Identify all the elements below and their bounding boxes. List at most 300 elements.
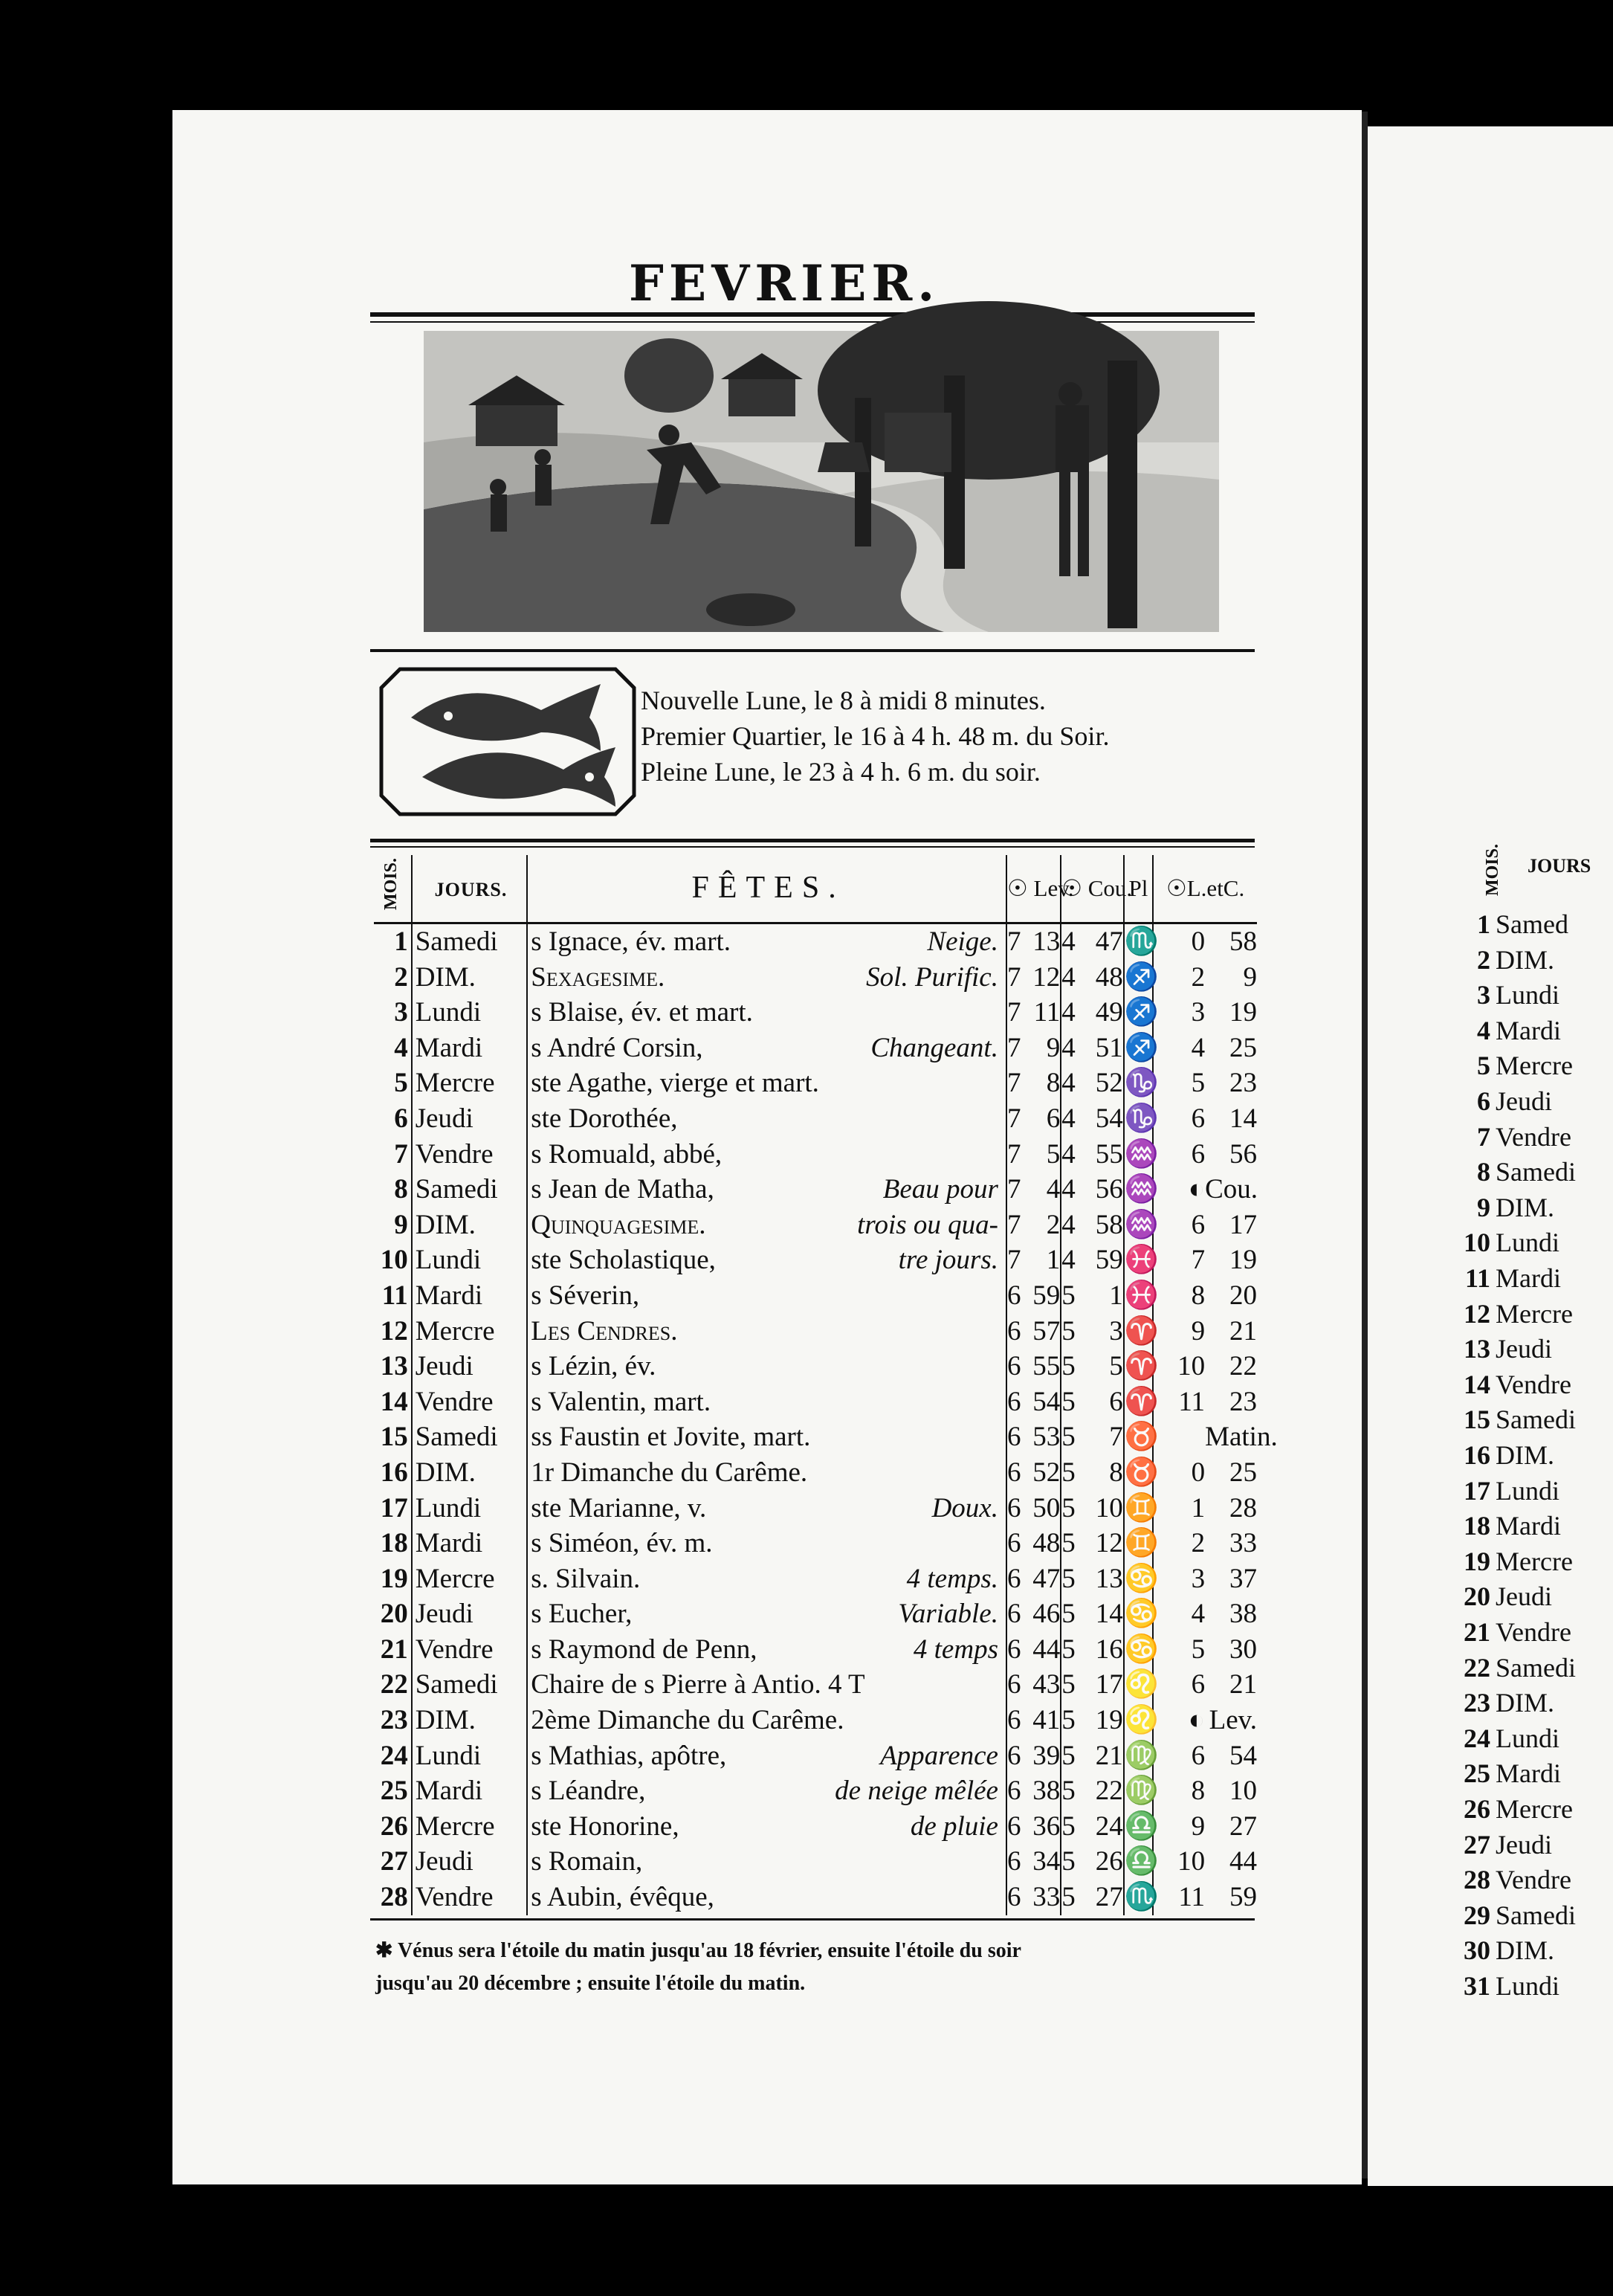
sunrise-hour: 7 bbox=[1006, 1138, 1021, 1170]
zodiac-sign: ♑ bbox=[1124, 1101, 1153, 1137]
feast-text: Les Cendres. bbox=[531, 1315, 678, 1347]
sunrise-min: 1 bbox=[1032, 1242, 1061, 1278]
facing-day-number: 8 bbox=[1477, 1157, 1490, 1187]
feast-text: s Ignace, év. mart. bbox=[531, 926, 731, 957]
sunrise-hour: 6 bbox=[1006, 1492, 1021, 1523]
facing-day-name: Mercre bbox=[1496, 1546, 1573, 1576]
moon-min: 59 bbox=[1229, 1882, 1257, 1913]
weather-note: Sol. Purific. bbox=[866, 961, 998, 993]
feast bbox=[527, 1880, 1006, 1915]
footnote bbox=[375, 1935, 1267, 2000]
sunrise-min: 4 bbox=[1032, 1172, 1061, 1207]
sunset-hour: 5 bbox=[1061, 1280, 1076, 1311]
sunrise-min: 38 bbox=[1032, 1773, 1061, 1809]
sunrise-min: 33 bbox=[1032, 1880, 1061, 1915]
facing-day-name: Lundi bbox=[1496, 1475, 1559, 1506]
sunset-hour: 5 bbox=[1061, 1457, 1076, 1488]
facing-day-name: DIM. bbox=[1496, 1935, 1554, 1966]
facing-day-number: 21 bbox=[1464, 1617, 1490, 1647]
facing-day-number: 13 bbox=[1464, 1334, 1490, 1364]
feast bbox=[527, 1031, 1006, 1066]
feast-text: s Séverin, bbox=[531, 1280, 640, 1311]
feast bbox=[527, 1491, 1006, 1526]
table-row bbox=[374, 1596, 1257, 1632]
feast bbox=[527, 1172, 1006, 1207]
moon-hour: 7 bbox=[1191, 1245, 1206, 1276]
day-number: 5 bbox=[374, 1065, 412, 1101]
weather-note: Apparence bbox=[880, 1740, 998, 1771]
moon-min: 54 bbox=[1229, 1740, 1257, 1771]
feast bbox=[527, 923, 1006, 960]
sunset-hour: 5 bbox=[1061, 1740, 1076, 1771]
facing-day-name: Samedi bbox=[1496, 1405, 1576, 1435]
moon-min: 56 bbox=[1229, 1138, 1257, 1170]
zodiac-sign: ♒ bbox=[1124, 1207, 1153, 1243]
sunrise-hour: 6 bbox=[1006, 1882, 1021, 1913]
day-number: 26 bbox=[374, 1809, 412, 1845]
sunset-min: 21 bbox=[1086, 1738, 1124, 1774]
day-name: Mercre bbox=[412, 1561, 528, 1597]
facing-day-number: 15 bbox=[1464, 1405, 1490, 1435]
day-number: 9 bbox=[374, 1207, 412, 1243]
sunrise-hour: 7 bbox=[1006, 1103, 1021, 1134]
sunrise-min: 47 bbox=[1032, 1561, 1061, 1597]
facing-day-name: Mardi bbox=[1496, 1015, 1561, 1045]
mois-header: MOIS. bbox=[374, 855, 412, 923]
sunset-min: 14 bbox=[1086, 1596, 1124, 1632]
moon-hour: 11 bbox=[1178, 1386, 1206, 1417]
feast bbox=[527, 1667, 1006, 1703]
sunrise-hour: 6 bbox=[1006, 1740, 1021, 1771]
zodiac-sign: ♑ bbox=[1124, 1065, 1153, 1101]
table-row bbox=[374, 923, 1257, 960]
sunset-header: ☉ Cou. bbox=[1061, 855, 1124, 923]
sunset-hour: 5 bbox=[1061, 1563, 1076, 1594]
sunset-min: 22 bbox=[1086, 1773, 1124, 1809]
facing-day-number: 16 bbox=[1464, 1440, 1490, 1470]
day-name: Jeudi bbox=[412, 1596, 528, 1632]
weather-note: Neige. bbox=[927, 926, 998, 957]
feast bbox=[527, 1065, 1006, 1101]
day-number: 25 bbox=[374, 1773, 412, 1809]
facing-day-number: 27 bbox=[1464, 1829, 1490, 1860]
day-name: Vendre bbox=[412, 1137, 528, 1173]
table-row bbox=[374, 1137, 1257, 1173]
day-number: 24 bbox=[374, 1738, 412, 1774]
facing-day-name: Lundi bbox=[1496, 1228, 1559, 1258]
sunset-min: 47 bbox=[1086, 923, 1124, 960]
moon-hour: 6 bbox=[1191, 1103, 1206, 1134]
table-row bbox=[374, 1065, 1257, 1101]
moon-min: 25 bbox=[1229, 1032, 1257, 1063]
facing-day-name: Mercre bbox=[1496, 1051, 1573, 1081]
table-row bbox=[374, 1491, 1257, 1526]
day-number: 14 bbox=[374, 1384, 412, 1420]
facing-day-name: Mardi bbox=[1496, 1758, 1561, 1789]
zodiac-sign: ♒ bbox=[1124, 1172, 1153, 1207]
zodiac-sign: ♍ bbox=[1124, 1773, 1153, 1809]
sunset-hour: 4 bbox=[1061, 1245, 1076, 1276]
moon-hour: 9 bbox=[1191, 1315, 1206, 1347]
facing-day-number: 28 bbox=[1464, 1865, 1490, 1895]
sunset-min: 8 bbox=[1086, 1455, 1124, 1491]
sunrise-min: 13 bbox=[1032, 923, 1061, 960]
facing-day-name: Vendre bbox=[1496, 1865, 1571, 1895]
day-name: Mercre bbox=[412, 1314, 528, 1349]
sunset-min: 59 bbox=[1086, 1242, 1124, 1278]
moon-hour: 6 bbox=[1191, 1209, 1206, 1240]
facing-day-name: Jeudi bbox=[1496, 1581, 1552, 1612]
day-number: 7 bbox=[374, 1137, 412, 1173]
feast-text: Chaire de s Pierre à Antio. 4 T bbox=[531, 1669, 865, 1700]
day-number: 13 bbox=[374, 1349, 412, 1384]
zodiac-sign: ♏ bbox=[1124, 923, 1153, 960]
facing-day-number: 29 bbox=[1464, 1900, 1490, 1930]
weather-note: Changeant. bbox=[870, 1032, 998, 1063]
facing-day-name: Mercre bbox=[1496, 1794, 1573, 1824]
moon-hour: 0 bbox=[1191, 1457, 1206, 1488]
sunrise-min: 53 bbox=[1032, 1419, 1061, 1455]
sunset-min: 1 bbox=[1086, 1278, 1124, 1314]
sunrise-min: 11 bbox=[1032, 995, 1061, 1031]
feast-text: ss Faustin et Jovite, mart. bbox=[531, 1422, 811, 1453]
feast-text: ste Scholastique, bbox=[531, 1245, 716, 1276]
facing-jours-header: JOURS bbox=[1528, 855, 1591, 877]
zodiac-sign: ♈ bbox=[1124, 1349, 1153, 1384]
sunset-hour: 5 bbox=[1061, 1599, 1076, 1630]
sunrise-hour: 7 bbox=[1006, 1209, 1021, 1240]
facing-day-number: 7 bbox=[1477, 1121, 1490, 1152]
day-name: Mercre bbox=[412, 1809, 528, 1845]
facing-day-number: 11 bbox=[1464, 1263, 1490, 1293]
facing-page bbox=[1368, 126, 1613, 2186]
zodiac-sign: ♓ bbox=[1124, 1278, 1153, 1314]
sunset-min: 52 bbox=[1086, 1065, 1124, 1101]
moon-min: 22 bbox=[1229, 1351, 1257, 1382]
new-moon-text: Nouvelle Lune, le 8 à midi 8 minutes. bbox=[641, 686, 1046, 715]
sunrise-hour: 6 bbox=[1006, 1386, 1021, 1417]
sunset-hour: 5 bbox=[1061, 1669, 1076, 1700]
sunset-min: 5 bbox=[1086, 1349, 1124, 1384]
sunrise-min: 50 bbox=[1032, 1491, 1061, 1526]
table-row bbox=[374, 1773, 1257, 1809]
feast-text: s Aubin, évêque, bbox=[531, 1882, 714, 1913]
day-name: Jeudi bbox=[412, 1844, 528, 1880]
feast bbox=[527, 995, 1006, 1031]
facing-day-number: 30 bbox=[1464, 1935, 1490, 1966]
sunrise-min: 59 bbox=[1032, 1278, 1061, 1314]
sunset-min: 58 bbox=[1086, 1207, 1124, 1243]
sunrise-min: 2 bbox=[1032, 1207, 1061, 1243]
sunset-hour: 5 bbox=[1061, 1634, 1076, 1665]
moon-hour: 6 bbox=[1191, 1138, 1206, 1170]
feast-text: ste Agathe, vierge et mart. bbox=[531, 1068, 819, 1099]
day-name: Lundi bbox=[412, 1491, 528, 1526]
feast bbox=[527, 1844, 1006, 1880]
day-number: 27 bbox=[374, 1844, 412, 1880]
zodiac-sign: ♒ bbox=[1124, 1137, 1153, 1173]
facing-day-name: Samedi bbox=[1496, 1900, 1576, 1930]
facing-day-number: 18 bbox=[1464, 1511, 1490, 1541]
facing-day-number: 6 bbox=[1477, 1086, 1490, 1116]
weather-note: de neige mêlée bbox=[835, 1776, 998, 1807]
sunset-hour: 5 bbox=[1061, 1882, 1076, 1913]
facing-day-number: 3 bbox=[1477, 980, 1490, 1010]
weather-note: Doux. bbox=[931, 1492, 998, 1523]
sunset-min: 3 bbox=[1086, 1314, 1124, 1349]
moon-hour: 3 bbox=[1191, 1563, 1206, 1594]
day-name: Samedi bbox=[412, 1419, 528, 1455]
facing-day-number: 9 bbox=[1477, 1192, 1490, 1222]
day-name: Jeudi bbox=[412, 1349, 528, 1384]
table-row bbox=[374, 1455, 1257, 1491]
moon-min: 23 bbox=[1229, 1068, 1257, 1099]
first-quarter-text: Premier Quartier, le 16 à 4 h. 48 m. du Soir. bbox=[641, 721, 1110, 751]
zodiac-sign: ♌ bbox=[1124, 1703, 1153, 1738]
table-bottom-rule bbox=[370, 1918, 1255, 1921]
moon-hour: 5 bbox=[1191, 1634, 1206, 1665]
moon-min: 20 bbox=[1229, 1280, 1257, 1311]
day-name: Samedi bbox=[412, 1667, 528, 1703]
day-name: Lundi bbox=[412, 1242, 528, 1278]
sunset-hour: 4 bbox=[1061, 1068, 1076, 1099]
day-name: DIM. bbox=[412, 1703, 528, 1738]
moon-min: 37 bbox=[1229, 1563, 1257, 1594]
facing-day-name: Vendre bbox=[1496, 1617, 1571, 1647]
moon-hour: 8 bbox=[1191, 1776, 1206, 1807]
sunrise-hour: 7 bbox=[1006, 926, 1021, 957]
facing-day-number: 4 bbox=[1477, 1015, 1490, 1045]
feast-text: s Romuald, abbé, bbox=[531, 1138, 723, 1170]
facing-day-name: Lundi bbox=[1496, 1971, 1559, 2001]
day-name: Lundi bbox=[412, 1738, 528, 1774]
sunset-min: 49 bbox=[1086, 995, 1124, 1031]
feast-text: Quinquagesime. bbox=[531, 1209, 706, 1240]
day-name: Mardi bbox=[412, 1278, 528, 1314]
moonrise-header: ☉L.etC. bbox=[1153, 855, 1257, 923]
facing-day-number: 19 bbox=[1464, 1546, 1490, 1576]
full-moon-text: Pleine Lune, le 23 à 4 h. 6 m. du soir. bbox=[641, 757, 1041, 787]
weather-note: 4 temps. bbox=[906, 1563, 998, 1594]
woodcut-illustration bbox=[424, 331, 1219, 632]
facing-day-name: Jeudi bbox=[1496, 1829, 1552, 1860]
sunset-hour: 4 bbox=[1061, 1174, 1076, 1205]
table-row bbox=[374, 1207, 1257, 1243]
day-number: 20 bbox=[374, 1596, 412, 1632]
moon-min: 14 bbox=[1229, 1103, 1257, 1134]
feast-text: s Raymond de Penn, bbox=[531, 1634, 757, 1665]
facing-day-name: Jeudi bbox=[1496, 1086, 1552, 1116]
moon-hour: 4 bbox=[1191, 1032, 1206, 1063]
sunset-hour: 5 bbox=[1061, 1351, 1076, 1382]
sunrise-min: 8 bbox=[1032, 1065, 1061, 1101]
calendar-table bbox=[374, 855, 1278, 1915]
facing-day-name: Vendre bbox=[1496, 1121, 1571, 1152]
table-row bbox=[374, 1101, 1257, 1137]
moon-min: 23 bbox=[1229, 1386, 1257, 1417]
sunset-min: 26 bbox=[1086, 1844, 1124, 1880]
sunset-min: 27 bbox=[1086, 1880, 1124, 1915]
zodiac-sign: ♊ bbox=[1124, 1526, 1153, 1561]
day-number: 10 bbox=[374, 1242, 412, 1278]
moon-hour: 4 bbox=[1191, 1599, 1206, 1630]
sunset-hour: 5 bbox=[1061, 1492, 1076, 1523]
sunset-hour: 4 bbox=[1061, 1209, 1076, 1240]
moon-hour bbox=[1153, 1419, 1205, 1455]
day-name: DIM. bbox=[412, 960, 528, 996]
facing-day-number: 26 bbox=[1464, 1794, 1490, 1824]
table-row bbox=[374, 1632, 1257, 1668]
feast bbox=[527, 1596, 1006, 1632]
sunrise-hour: 6 bbox=[1006, 1563, 1021, 1594]
calendar-body bbox=[374, 923, 1278, 1915]
sunset-min: 6 bbox=[1086, 1384, 1124, 1420]
facing-day-name: DIM. bbox=[1496, 1440, 1554, 1470]
day-name: Mercre bbox=[412, 1065, 528, 1101]
facing-day-number: 22 bbox=[1464, 1652, 1490, 1683]
zodiac-sign: ♋ bbox=[1124, 1632, 1153, 1668]
sunrise-min: 9 bbox=[1032, 1031, 1061, 1066]
facing-day-name: Mardi bbox=[1496, 1263, 1561, 1293]
feast-text: s Mathias, apôtre, bbox=[531, 1740, 727, 1771]
day-number: 8 bbox=[374, 1172, 412, 1207]
feast-text: s Jean de Matha, bbox=[531, 1174, 714, 1205]
table-row bbox=[374, 1384, 1257, 1420]
day-name: Vendre bbox=[412, 1880, 528, 1915]
sunrise-hour: 6 bbox=[1006, 1528, 1021, 1559]
feast-text: s. Silvain. bbox=[531, 1563, 641, 1594]
table-header bbox=[374, 855, 1257, 923]
moon-min: 44 bbox=[1229, 1846, 1257, 1877]
feast-text: s Romain, bbox=[531, 1846, 643, 1877]
moon-min: Lev. bbox=[1209, 1705, 1257, 1736]
sunset-hour: 4 bbox=[1061, 926, 1076, 957]
planet-header: Pl bbox=[1124, 855, 1153, 923]
day-number: 17 bbox=[374, 1491, 412, 1526]
zodiac-sign: ♐ bbox=[1124, 1031, 1153, 1066]
table-row bbox=[374, 1031, 1257, 1066]
feast-text: s André Corsin, bbox=[531, 1032, 703, 1063]
moon-hour: 6 bbox=[1191, 1669, 1206, 1700]
facing-day-name: Lundi bbox=[1496, 1723, 1559, 1753]
day-number: 3 bbox=[374, 995, 412, 1031]
pisces-emblem bbox=[378, 665, 638, 818]
feast bbox=[527, 1349, 1006, 1384]
day-name: DIM. bbox=[412, 1455, 528, 1491]
feast-text: 2ème Dimanche du Carême. bbox=[531, 1705, 844, 1736]
zodiac-sign: ♈ bbox=[1124, 1384, 1153, 1420]
day-name: Vendre bbox=[412, 1632, 528, 1668]
feast bbox=[527, 1137, 1006, 1173]
zodiac-sign: ♉ bbox=[1124, 1419, 1153, 1455]
sunset-min: 13 bbox=[1086, 1561, 1124, 1597]
sunrise-hour: 6 bbox=[1006, 1422, 1021, 1453]
table-top-rule bbox=[370, 839, 1255, 842]
weather-note: trois ou qua- bbox=[857, 1209, 998, 1240]
day-name: Samedi bbox=[412, 1172, 528, 1207]
sunset-hour: 4 bbox=[1061, 997, 1076, 1028]
moon-min: 9 bbox=[1243, 961, 1257, 993]
table-row bbox=[374, 1667, 1257, 1703]
table-row bbox=[374, 1561, 1257, 1597]
zodiac-sign: ♊ bbox=[1124, 1491, 1153, 1526]
moon-hour: 9 bbox=[1191, 1810, 1206, 1842]
facing-day-name: Samed bbox=[1496, 909, 1568, 939]
feast-text: Sexagesime. bbox=[531, 961, 665, 993]
sunrise-hour: 7 bbox=[1006, 1068, 1021, 1099]
moon-min: 21 bbox=[1229, 1669, 1257, 1700]
feast bbox=[527, 1773, 1006, 1809]
sunrise-hour: 6 bbox=[1006, 1705, 1021, 1736]
day-number: 11 bbox=[374, 1278, 412, 1314]
facing-day-number: 2 bbox=[1477, 944, 1490, 975]
sunrise-hour: 7 bbox=[1006, 961, 1021, 993]
facing-day-name: DIM. bbox=[1496, 944, 1554, 975]
sunset-min: 51 bbox=[1086, 1031, 1124, 1066]
moon-min: 17 bbox=[1229, 1209, 1257, 1240]
moon-hour: 10 bbox=[1177, 1846, 1206, 1877]
feast-text: s Lézin, év. bbox=[531, 1351, 656, 1382]
facing-day-name: Samedi bbox=[1496, 1157, 1576, 1187]
feast-text: ste Dorothée, bbox=[531, 1103, 678, 1134]
table-row bbox=[374, 1349, 1257, 1384]
feast-text: s Léandre, bbox=[531, 1776, 646, 1807]
sunrise-min: 55 bbox=[1032, 1349, 1061, 1384]
table-row bbox=[374, 1314, 1257, 1349]
moon-min: 33 bbox=[1229, 1528, 1257, 1559]
facing-day-name: Mercre bbox=[1496, 1298, 1573, 1329]
facing-day-number: 12 bbox=[1464, 1298, 1490, 1329]
sunrise-min: 39 bbox=[1032, 1738, 1061, 1774]
table-row bbox=[374, 1738, 1257, 1774]
day-number: 18 bbox=[374, 1526, 412, 1561]
facing-day-number: 10 bbox=[1464, 1228, 1490, 1258]
facing-day-number: 25 bbox=[1464, 1758, 1490, 1789]
footnote-line-1: ✱ Vénus sera l'étoile du matin jusqu'au 18 février, ensuite l'étoile du soir bbox=[375, 1939, 1021, 1962]
sunset-hour: 5 bbox=[1061, 1315, 1076, 1347]
title-rule bbox=[370, 312, 1255, 317]
sunrise-hour: 6 bbox=[1006, 1669, 1021, 1700]
facing-day-number: 5 bbox=[1477, 1051, 1490, 1081]
day-name: Jeudi bbox=[412, 1101, 528, 1137]
moon-hour: ◐ bbox=[1188, 1174, 1206, 1205]
day-number: 2 bbox=[374, 960, 412, 996]
sunset-hour: 5 bbox=[1061, 1810, 1076, 1842]
weather-note: tre jours. bbox=[898, 1245, 998, 1276]
table-row bbox=[374, 960, 1257, 996]
sunrise-hour: 6 bbox=[1006, 1351, 1021, 1382]
day-number: 21 bbox=[374, 1632, 412, 1668]
sunset-min: 7 bbox=[1086, 1419, 1124, 1455]
footnote-line-2: jusqu'au 20 décembre ; ensuite l'étoile du matin. bbox=[375, 1972, 806, 1995]
sunrise-hour: 6 bbox=[1006, 1846, 1021, 1877]
sunrise-min: 5 bbox=[1032, 1137, 1061, 1173]
moon-hour: 0 bbox=[1191, 926, 1206, 957]
zodiac-sign: ♈ bbox=[1124, 1314, 1153, 1349]
sunrise-hour: 6 bbox=[1006, 1315, 1021, 1347]
sunset-hour: 5 bbox=[1061, 1705, 1076, 1736]
moon-min: 21 bbox=[1229, 1315, 1257, 1347]
sunrise-hour: 6 bbox=[1006, 1457, 1021, 1488]
moon-hour: 2 bbox=[1191, 961, 1206, 993]
sunrise-hour: 7 bbox=[1006, 1245, 1021, 1276]
table-row bbox=[374, 995, 1257, 1031]
zodiac-sign: ♌ bbox=[1124, 1667, 1153, 1703]
day-number: 15 bbox=[374, 1419, 412, 1455]
feast bbox=[527, 1526, 1006, 1561]
sunset-min: 55 bbox=[1086, 1137, 1124, 1173]
moon-min: 38 bbox=[1229, 1599, 1257, 1630]
